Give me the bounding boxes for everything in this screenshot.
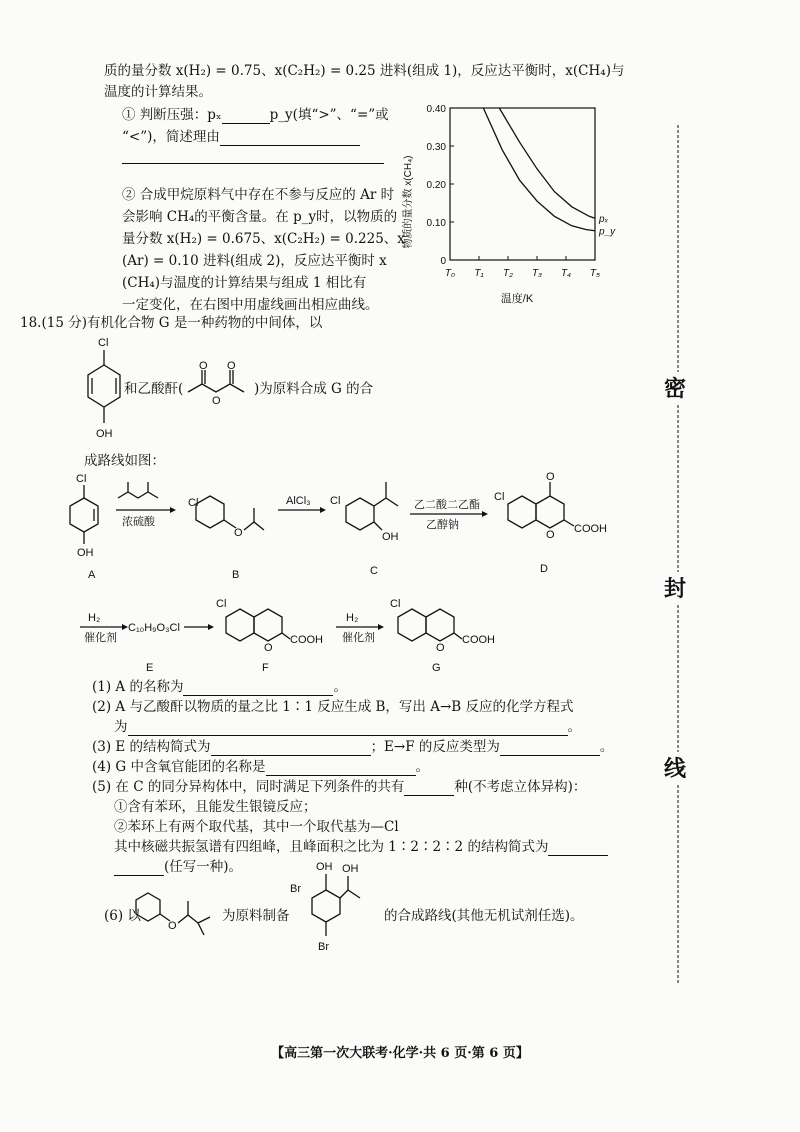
sub-q6-mid: 为原料制备	[222, 908, 290, 924]
dibromo-target-structure	[286, 860, 376, 970]
label-b: B	[232, 569, 240, 581]
label-e: E	[146, 662, 154, 674]
label-g: G	[432, 662, 441, 674]
o-atom: O	[234, 527, 243, 539]
q17-part2-line5: (CH₄)与温度的计算结果与组成 1 相比有	[122, 275, 367, 291]
q17-part1-reason: “<”)，简述理由	[122, 128, 360, 146]
o-atom: O	[212, 395, 221, 407]
answer-blank	[222, 109, 270, 124]
o-atom: O	[436, 642, 445, 654]
oh-atom: OH	[382, 531, 399, 543]
sub-q3: (3) E 的结构简式为 ；E→F 的反应类型为 。	[92, 739, 614, 755]
answer-blank	[266, 761, 416, 776]
reagent-bc: AlCl₃	[286, 495, 311, 507]
cl-atom: Cl	[76, 473, 87, 485]
o-atom: O	[546, 529, 555, 541]
compound-g	[390, 598, 495, 654]
chart-series-line	[483, 108, 595, 231]
q17-intro-line1: 质的量分数 x(H₂) = 0.75、x(C₂H₂) = 0.25 进料(组成 1)，反应达平衡时，x(CH₄)与	[104, 63, 625, 79]
cl-atom: Cl	[98, 337, 109, 349]
q18-tail-text: )为原料合成 G 的合	[254, 381, 374, 397]
sub-q2-line2: 为 。	[114, 719, 581, 735]
label-c: C	[370, 565, 378, 577]
q17-part2-line3: 量分数 x(H₂) = 0.675、x(C₂H₂) = 0.225、x	[122, 231, 405, 247]
o-atom: O	[168, 920, 177, 932]
seal-char-mi: 密	[664, 372, 686, 403]
reagent-cd-top: 乙二酸二乙酯	[414, 499, 480, 511]
chart-x-tick-label: T₁	[474, 268, 484, 279]
oh-atom: OH	[316, 861, 333, 873]
answer-blank	[220, 131, 360, 146]
chart-y-tick-label: 0	[440, 256, 446, 267]
reagent-e-top: H₂	[88, 612, 101, 624]
route-intro: 成路线如图：	[84, 453, 165, 469]
q17-part2-line1: ② 合成甲烷原料气中存在不参与反应的 Ar 时	[122, 187, 395, 203]
compound-d	[494, 471, 607, 541]
chart-y-tick-label: 0.10	[426, 218, 446, 229]
o-atom: O	[199, 360, 208, 372]
chart-series-label: p_y	[599, 226, 616, 238]
q17-part2-line6: 一定变化，在右图中用虚线画出相应曲线。	[122, 297, 379, 313]
synthesis-route-row2	[80, 595, 640, 675]
chart-y-tick-label: 0.30	[426, 142, 446, 153]
equilibrium-chart	[395, 100, 625, 310]
chart-x-tick-label: T₃	[531, 268, 543, 279]
cl-atom: Cl	[216, 598, 227, 610]
br-atom: Br	[290, 883, 301, 895]
cooh-group: COOH	[574, 523, 607, 535]
oh-atom: OH	[96, 428, 113, 440]
chart-series-label: pₓ	[599, 214, 609, 226]
answer-blank	[114, 861, 164, 876]
cl-atom: Cl	[494, 491, 505, 503]
q18-heading: 18.(15 分)有机化合物 G 是一种药物的中间体，以	[20, 315, 323, 331]
sub-q5-line4: 其中核磁共振氢谱有四组峰，且峰面积之比为 1∶2∶2∶2 的结构简式为	[114, 838, 608, 856]
chart-x-tick-label: T₄	[560, 268, 572, 279]
reagent-fg-top: H₂	[346, 612, 359, 624]
label-d: D	[540, 563, 548, 575]
sub-q5-cond2: ②苯环上有两个取代基，其中一个取代基为—Cl	[114, 819, 399, 835]
chart-series-line	[499, 108, 595, 218]
chart-x-tick-label: T₂	[503, 268, 513, 279]
q17-part1: ① 判断压强：pₓ p_y(填“>”、“=”或	[122, 107, 389, 123]
o-atom: O	[264, 642, 273, 654]
reagent-ab: 浓硫酸	[122, 516, 155, 528]
q17-part2-line4: (Ar) = 0.10 进料(组成 2)，反应达平衡时 x	[122, 253, 387, 269]
sub-q6-end: 的合成路线(其他无机试剂任选)。	[384, 908, 584, 924]
cl-atom: Cl	[188, 497, 199, 509]
seal-dashed-line	[668, 125, 688, 985]
oh-atom: OH	[342, 863, 359, 875]
chart-y-tick-label: 0.40	[426, 104, 446, 115]
label-f: F	[262, 662, 269, 674]
reagent-fg-bottom: 催化剂	[342, 632, 375, 644]
synthesis-route-row1	[70, 470, 710, 585]
sub-q2-line1: (2) A 与乙酸酐以物质的量之比 1∶1 反应生成 B，写出 A→B 反应的化学方程式	[92, 699, 574, 715]
cooh-group: COOH	[290, 634, 323, 646]
reagent-e-bottom: 催化剂	[84, 632, 117, 644]
compound-c	[330, 482, 399, 543]
sub-q5-cond1: ①含有苯环，且能发生银镜反应；	[114, 799, 317, 815]
page-footer: 【高三第一次大联考·化学·共 6 页·第 6 页】	[271, 1046, 529, 1061]
acetic-anhydride-structure	[186, 360, 256, 407]
sub-q4: (4) G 中含氧官能团的名称是 。	[92, 759, 429, 775]
q18-mid-text: 和乙酸酐(	[124, 381, 184, 397]
answer-blank	[128, 721, 568, 736]
answer-blank	[500, 741, 600, 756]
chart-x-tick-label: T₀	[444, 268, 456, 279]
answer-blank	[211, 741, 371, 756]
sub-q1: (1) A 的名称为 。	[92, 679, 347, 695]
label-a: A	[88, 569, 96, 581]
phenyl-ester-structure	[134, 885, 224, 945]
answer-line	[122, 163, 384, 164]
answer-blank	[548, 841, 608, 856]
reagent-cd-bottom: 乙醇钠	[426, 519, 459, 531]
sub-q5-line1: (5) 在 C 的同分异构体中，同时满足下列条件的共有 种(不考虑立体异构)：	[92, 779, 587, 795]
compound-b	[188, 496, 264, 539]
answer-blank	[183, 681, 333, 696]
cl-atom: Cl	[330, 495, 341, 507]
chart-y-tick-label: 0.20	[426, 180, 446, 191]
chart-x-tick-label: T₅	[589, 268, 601, 279]
seal-char-xian: 线	[664, 752, 686, 783]
compound-f	[216, 598, 323, 654]
cooh-group: COOH	[462, 634, 495, 646]
br-atom: Br	[318, 941, 329, 953]
oh-atom: OH	[77, 547, 94, 559]
compound-a	[70, 473, 98, 559]
o-atom: O	[546, 471, 555, 483]
seal-char-feng: 封	[664, 572, 686, 603]
chart-y-label: 物质的量分数 x(CH₄)	[403, 155, 414, 249]
chart-x-label: 温度/K	[500, 293, 534, 305]
answer-blank	[404, 781, 454, 796]
q17-intro-line2: 温度的计算结果。	[104, 84, 212, 100]
q17-part2-line2: 会影响 CH₄的平衡含量。在 p_y时，以物质的	[122, 209, 398, 225]
compound-e-formula: C₁₀H₉O₃Cl	[128, 622, 180, 634]
cl-atom: Cl	[390, 598, 401, 610]
sub-q5-line5: (任写一种)。	[114, 858, 242, 876]
sub-q6-start: (6) 以	[104, 908, 141, 924]
o-atom: O	[227, 360, 236, 372]
